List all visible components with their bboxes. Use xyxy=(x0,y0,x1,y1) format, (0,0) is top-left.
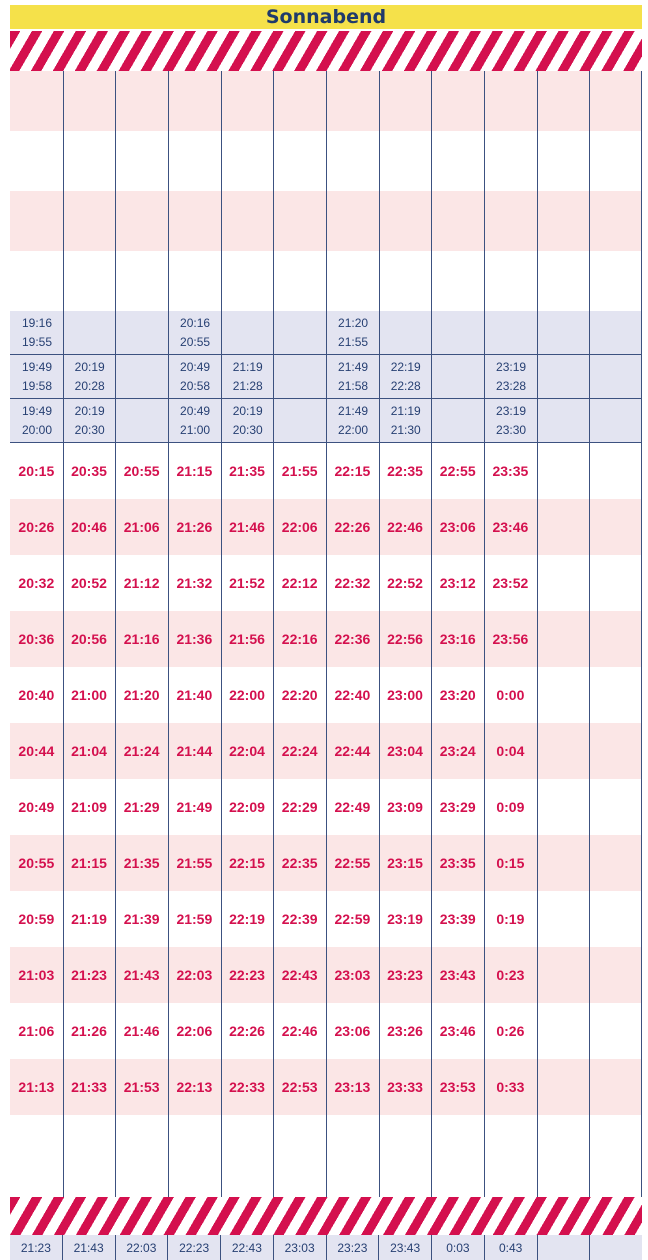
connection-cell xyxy=(168,355,221,398)
day-header xyxy=(10,5,642,29)
time-cell xyxy=(537,555,590,611)
time-cell: 21:20 xyxy=(123,687,160,703)
top-hazard-stripe xyxy=(10,31,642,71)
time-cell: 22:29 xyxy=(281,799,318,815)
connection-cell xyxy=(484,311,537,354)
arrival-time: 22:19 xyxy=(390,360,421,374)
time-cell: 22:35 xyxy=(387,463,423,479)
time-cell: 23:03 xyxy=(334,967,371,983)
time-cell: 22:53 xyxy=(281,1079,318,1095)
blank-cell xyxy=(63,131,116,191)
blank-cell xyxy=(484,131,537,191)
time-cell: 22:40 xyxy=(334,687,371,703)
arrival-time: 19:49 xyxy=(22,360,53,374)
arrival-time: 20:49 xyxy=(180,404,211,418)
connection-cell xyxy=(63,399,116,442)
departure-time: 21:30 xyxy=(390,423,421,437)
time-cell xyxy=(589,779,642,835)
footer-row xyxy=(10,1235,642,1260)
time-cell xyxy=(589,723,642,779)
time-cell: 21:49 xyxy=(176,799,213,815)
time-cell: 22:09 xyxy=(229,799,265,815)
time-cell: 22:15 xyxy=(229,855,265,871)
time-cell: 22:26 xyxy=(334,519,371,535)
time-cell: 22:36 xyxy=(334,631,371,647)
time-cell: 21:59 xyxy=(176,911,213,927)
time-cell: 23:35 xyxy=(439,855,476,871)
time-cell xyxy=(589,611,642,667)
time-row xyxy=(10,667,642,723)
departure-time: 20:55 xyxy=(180,335,211,349)
time-cell: 22:55 xyxy=(439,463,476,479)
blank-cell xyxy=(431,71,484,131)
blank-cell xyxy=(326,191,379,251)
time-row xyxy=(10,555,642,611)
blank-cell xyxy=(379,191,432,251)
blank-cell xyxy=(431,251,484,311)
time-cell: 20:55 xyxy=(18,855,55,871)
time-cell: 22:12 xyxy=(281,575,318,591)
connection-cell xyxy=(10,399,63,442)
connection-cell xyxy=(221,399,274,442)
footer-time-cell: 0:03 xyxy=(431,1235,484,1260)
time-cell: 22:46 xyxy=(281,1023,318,1039)
time-cell: 23:06 xyxy=(334,1023,371,1039)
time-cell: 23:13 xyxy=(334,1079,371,1095)
time-cell: 21:03 xyxy=(18,967,55,983)
time-cell: 21:43 xyxy=(123,967,160,983)
blank-row xyxy=(10,251,642,311)
time-cell: 21:56 xyxy=(229,631,265,647)
connection-cell xyxy=(326,311,379,354)
time-cell: 23:33 xyxy=(387,1079,423,1095)
time-cell: 22:20 xyxy=(281,687,318,703)
blank-cell xyxy=(63,191,116,251)
time-cell: 23:23 xyxy=(387,967,423,983)
blank-cell xyxy=(589,191,642,251)
time-cell: 20:52 xyxy=(71,575,107,591)
time-cell: 22:56 xyxy=(387,631,423,647)
time-cell: 23:29 xyxy=(439,799,476,815)
time-cell: 0:26 xyxy=(496,1023,525,1039)
departure-time: 20:58 xyxy=(180,379,211,393)
blank-cell xyxy=(589,71,642,131)
time-cell: 22:49 xyxy=(334,799,371,815)
time-cell: 20:35 xyxy=(71,463,107,479)
time-row xyxy=(10,1003,642,1059)
time-cell: 21:55 xyxy=(176,855,213,871)
connection-cell xyxy=(10,311,63,354)
time-cell: 21:35 xyxy=(229,463,265,479)
connection-row xyxy=(10,355,642,399)
time-cell: 23:52 xyxy=(492,575,529,591)
time-cell: 21:36 xyxy=(176,631,213,647)
time-cell: 21:53 xyxy=(123,1079,160,1095)
time-cell: 22:16 xyxy=(281,631,318,647)
arrival-time: 19:16 xyxy=(22,316,53,330)
time-cell: 21:29 xyxy=(123,799,160,815)
connection-cell xyxy=(115,311,168,354)
bottom-hazard-stripe xyxy=(10,1197,642,1237)
time-cell: 0:19 xyxy=(496,911,525,927)
blank-cell xyxy=(326,131,379,191)
time-cell: 23:16 xyxy=(439,631,476,647)
time-cell xyxy=(537,779,590,835)
time-cell: 22:59 xyxy=(334,911,371,927)
departure-time: 23:28 xyxy=(496,379,527,393)
time-cell xyxy=(537,611,590,667)
time-cell xyxy=(589,947,642,1003)
time-cell xyxy=(537,1059,590,1115)
arrival-time: 20:19 xyxy=(74,360,105,374)
blank-cell xyxy=(221,251,274,311)
blank-cell xyxy=(537,191,590,251)
connection-cell xyxy=(589,311,642,354)
time-cell: 23:46 xyxy=(439,1023,476,1039)
blank-cell xyxy=(484,251,537,311)
time-cell: 21:15 xyxy=(176,463,213,479)
blank-cell xyxy=(221,131,274,191)
time-cell: 21:24 xyxy=(123,743,160,759)
time-cell: 21:39 xyxy=(123,911,160,927)
time-cell: 20:15 xyxy=(18,463,55,479)
time-cell: 22:13 xyxy=(176,1079,213,1095)
time-cell: 21:46 xyxy=(229,519,265,535)
time-cell: 20:44 xyxy=(18,743,55,759)
time-cell: 22:04 xyxy=(229,743,265,759)
blank-cell xyxy=(273,71,326,131)
time-cell: 21:12 xyxy=(123,575,160,591)
time-cell: 22:55 xyxy=(334,855,371,871)
connection-cell xyxy=(589,355,642,398)
blank-cell xyxy=(431,191,484,251)
footer-time-cell: 21:43 xyxy=(62,1235,115,1260)
blank-cell xyxy=(63,251,116,311)
time-cell xyxy=(537,499,590,555)
arrival-time: 20:19 xyxy=(232,404,263,418)
arrival-time: 20:16 xyxy=(180,316,211,330)
connection-cell xyxy=(221,311,274,354)
time-cell: 23:15 xyxy=(387,855,423,871)
time-cell: 23:00 xyxy=(387,687,423,703)
footer-time-cell: 22:43 xyxy=(220,1235,273,1260)
time-cell: 23:04 xyxy=(387,743,423,759)
blank-cell xyxy=(221,71,274,131)
blank-cell xyxy=(168,251,221,311)
departure-time: 21:55 xyxy=(338,335,369,349)
connection-cell xyxy=(10,355,63,398)
blank-cell xyxy=(10,131,63,191)
time-row xyxy=(10,1059,642,1115)
departure-time: 21:58 xyxy=(338,379,369,393)
time-cell: 21:09 xyxy=(71,799,107,815)
blank-cell xyxy=(484,191,537,251)
time-cell: 21:19 xyxy=(71,911,107,927)
connection-cell xyxy=(115,399,168,442)
time-cell xyxy=(537,443,590,499)
time-cell: 23:09 xyxy=(387,799,423,815)
footer-time-cell: 22:03 xyxy=(115,1235,168,1260)
blank-cell xyxy=(115,251,168,311)
connection-row xyxy=(10,311,642,355)
connection-cell xyxy=(431,399,484,442)
blank-cell xyxy=(537,131,590,191)
connection-cell xyxy=(326,355,379,398)
time-cell xyxy=(537,1003,590,1059)
time-cell: 22:26 xyxy=(229,1023,265,1039)
connection-cell xyxy=(115,355,168,398)
blank-cell xyxy=(326,71,379,131)
time-row xyxy=(10,891,642,947)
time-cell xyxy=(589,443,642,499)
blank-cell xyxy=(326,251,379,311)
arrival-time: 23:19 xyxy=(496,360,527,374)
time-cell: 20:46 xyxy=(71,519,107,535)
time-cell: 0:00 xyxy=(496,687,525,703)
time-row xyxy=(10,947,642,1003)
time-cell: 20:32 xyxy=(18,575,55,591)
blank-cell xyxy=(431,131,484,191)
time-cell xyxy=(589,499,642,555)
blank-cell xyxy=(379,251,432,311)
blank-row xyxy=(10,71,642,131)
time-cell xyxy=(537,891,590,947)
time-cell: 23:26 xyxy=(387,1023,423,1039)
connection-cell xyxy=(326,399,379,442)
time-cell: 21:32 xyxy=(176,575,213,591)
footer-time-cell: 23:23 xyxy=(326,1235,379,1260)
blank-cell xyxy=(221,191,274,251)
time-cell: 22:23 xyxy=(229,967,265,983)
connection-row xyxy=(10,399,642,443)
time-cell: 23:12 xyxy=(439,575,476,591)
blank-cell xyxy=(589,131,642,191)
departure-time: 21:28 xyxy=(232,379,263,393)
connection-cell xyxy=(168,399,221,442)
time-cell: 23:06 xyxy=(439,519,476,535)
time-cell: 21:16 xyxy=(123,631,160,647)
blank-cell xyxy=(115,131,168,191)
time-cell: 20:55 xyxy=(123,463,160,479)
departure-time: 20:30 xyxy=(232,423,263,437)
time-row xyxy=(10,835,642,891)
footer-time-cell xyxy=(589,1235,642,1260)
arrival-time: 23:19 xyxy=(496,404,527,418)
time-row xyxy=(10,499,642,555)
time-cell: 22:24 xyxy=(281,743,318,759)
connection-cell xyxy=(431,355,484,398)
departure-time: 22:28 xyxy=(390,379,421,393)
time-cell: 21:55 xyxy=(281,463,318,479)
time-cell: 20:59 xyxy=(18,911,55,927)
time-cell xyxy=(589,1059,642,1115)
blank-row xyxy=(10,131,642,191)
time-cell: 22:06 xyxy=(281,519,318,535)
time-cell: 0:15 xyxy=(496,855,525,871)
time-cell: 21:06 xyxy=(18,1023,55,1039)
footer-time-cell xyxy=(537,1235,590,1260)
time-cell: 21:40 xyxy=(176,687,213,703)
arrival-time: 21:49 xyxy=(338,360,369,374)
time-cell: 23:35 xyxy=(492,463,529,479)
departure-time: 23:30 xyxy=(496,423,527,437)
connection-cell xyxy=(63,355,116,398)
blank-cell xyxy=(273,191,326,251)
time-cell: 22:46 xyxy=(387,519,423,535)
departure-time: 19:55 xyxy=(22,335,53,349)
time-cell: 23:56 xyxy=(492,631,529,647)
time-cell: 22:39 xyxy=(281,911,318,927)
connection-cell xyxy=(273,355,326,398)
blank-cell xyxy=(589,251,642,311)
time-cell: 22:03 xyxy=(176,967,213,983)
blank-cell xyxy=(537,71,590,131)
time-cell: 23:19 xyxy=(387,911,423,927)
time-cell: 22:33 xyxy=(229,1079,265,1095)
arrival-time: 19:49 xyxy=(22,404,53,418)
connection-cell xyxy=(168,311,221,354)
blank-cell xyxy=(379,131,432,191)
time-row xyxy=(10,779,642,835)
time-cell: 21:15 xyxy=(71,855,107,871)
time-cell xyxy=(589,891,642,947)
time-cell: 20:36 xyxy=(18,631,55,647)
time-cell: 21:13 xyxy=(18,1079,55,1095)
time-cell xyxy=(589,667,642,723)
connection-cell xyxy=(537,399,590,442)
arrival-time: 21:19 xyxy=(390,404,421,418)
timetable-grid xyxy=(10,71,642,1115)
connection-cell xyxy=(537,311,590,354)
arrival-time: 20:19 xyxy=(74,404,105,418)
footer-time-cell: 22:23 xyxy=(167,1235,220,1260)
time-cell: 22:35 xyxy=(281,855,318,871)
time-cell: 20:56 xyxy=(71,631,107,647)
time-row xyxy=(10,443,642,499)
time-cell: 23:39 xyxy=(439,911,476,927)
time-cell: 0:09 xyxy=(496,799,525,815)
time-cell: 21:44 xyxy=(176,743,213,759)
departure-time: 20:28 xyxy=(74,379,105,393)
connection-cell xyxy=(589,399,642,442)
time-cell: 0:23 xyxy=(496,967,525,983)
time-cell: 22:19 xyxy=(229,911,265,927)
departure-time: 19:58 xyxy=(22,379,53,393)
time-cell: 21:33 xyxy=(71,1079,107,1095)
blank-cell xyxy=(168,71,221,131)
time-cell: 21:26 xyxy=(176,519,213,535)
blank-cell xyxy=(115,191,168,251)
time-cell: 20:40 xyxy=(18,687,55,703)
departure-time: 22:00 xyxy=(338,423,369,437)
blank-cell xyxy=(484,71,537,131)
connection-cell xyxy=(537,355,590,398)
time-row xyxy=(10,611,642,667)
footer-time-cell: 23:03 xyxy=(273,1235,326,1260)
time-cell: 21:26 xyxy=(71,1023,107,1039)
connection-cell xyxy=(379,399,432,442)
time-cell: 23:53 xyxy=(439,1079,476,1095)
time-cell: 0:04 xyxy=(496,743,525,759)
departure-time: 20:30 xyxy=(74,423,105,437)
connection-cell xyxy=(431,311,484,354)
time-cell xyxy=(589,1003,642,1059)
blank-cell xyxy=(168,131,221,191)
time-row xyxy=(10,723,642,779)
time-cell: 20:26 xyxy=(18,519,55,535)
time-cell: 21:35 xyxy=(123,855,160,871)
time-cell: 22:52 xyxy=(387,575,423,591)
time-cell: 23:20 xyxy=(439,687,476,703)
blank-cell xyxy=(63,71,116,131)
connection-cell xyxy=(484,399,537,442)
time-cell xyxy=(537,947,590,1003)
blank-cell xyxy=(273,251,326,311)
blank-cell xyxy=(379,71,432,131)
footer-time-cell: 23:43 xyxy=(378,1235,431,1260)
time-cell: 23:43 xyxy=(439,967,476,983)
time-cell: 21:00 xyxy=(71,687,107,703)
footer-time-cell: 21:23 xyxy=(20,1240,51,1255)
footer-time-cell: 0:43 xyxy=(484,1235,537,1260)
arrival-time: 21:19 xyxy=(232,360,263,374)
connection-cell xyxy=(379,355,432,398)
time-cell: 21:06 xyxy=(123,519,160,535)
arrival-time: 21:49 xyxy=(338,404,369,418)
blank-cell xyxy=(115,71,168,131)
day-title: Sonnabend xyxy=(265,6,387,28)
time-cell: 23:46 xyxy=(492,519,529,535)
blank-cell xyxy=(537,251,590,311)
time-cell: 22:32 xyxy=(334,575,371,591)
connection-cell xyxy=(484,355,537,398)
blank-row xyxy=(10,191,642,251)
time-cell: 0:33 xyxy=(496,1079,525,1095)
time-cell: 21:23 xyxy=(71,967,107,983)
time-cell xyxy=(537,723,590,779)
time-cell: 22:44 xyxy=(334,743,371,759)
connection-cell xyxy=(63,311,116,354)
time-cell: 22:43 xyxy=(281,967,318,983)
time-cell: 21:46 xyxy=(123,1023,160,1039)
time-cell xyxy=(537,835,590,891)
connection-cell xyxy=(221,355,274,398)
time-cell: 21:04 xyxy=(71,743,107,759)
departure-time: 20:00 xyxy=(22,423,53,437)
time-cell: 23:24 xyxy=(439,743,476,759)
time-cell xyxy=(537,667,590,723)
time-cell xyxy=(589,555,642,611)
blank-cell xyxy=(273,131,326,191)
connection-cell xyxy=(379,311,432,354)
departure-time: 21:00 xyxy=(180,423,211,437)
time-cell: 21:52 xyxy=(229,575,265,591)
time-cell: 22:06 xyxy=(176,1023,213,1039)
connection-cell xyxy=(273,399,326,442)
blank-cell xyxy=(10,251,63,311)
time-cell: 20:49 xyxy=(18,799,55,815)
arrival-time: 20:49 xyxy=(180,360,211,374)
blank-cell xyxy=(10,191,63,251)
connection-cell xyxy=(273,311,326,354)
arrival-time: 21:20 xyxy=(338,316,369,330)
blank-cell xyxy=(168,191,221,251)
blank-cell xyxy=(10,71,63,131)
time-cell xyxy=(589,835,642,891)
time-cell: 22:00 xyxy=(229,687,265,703)
time-cell: 22:15 xyxy=(334,463,371,479)
